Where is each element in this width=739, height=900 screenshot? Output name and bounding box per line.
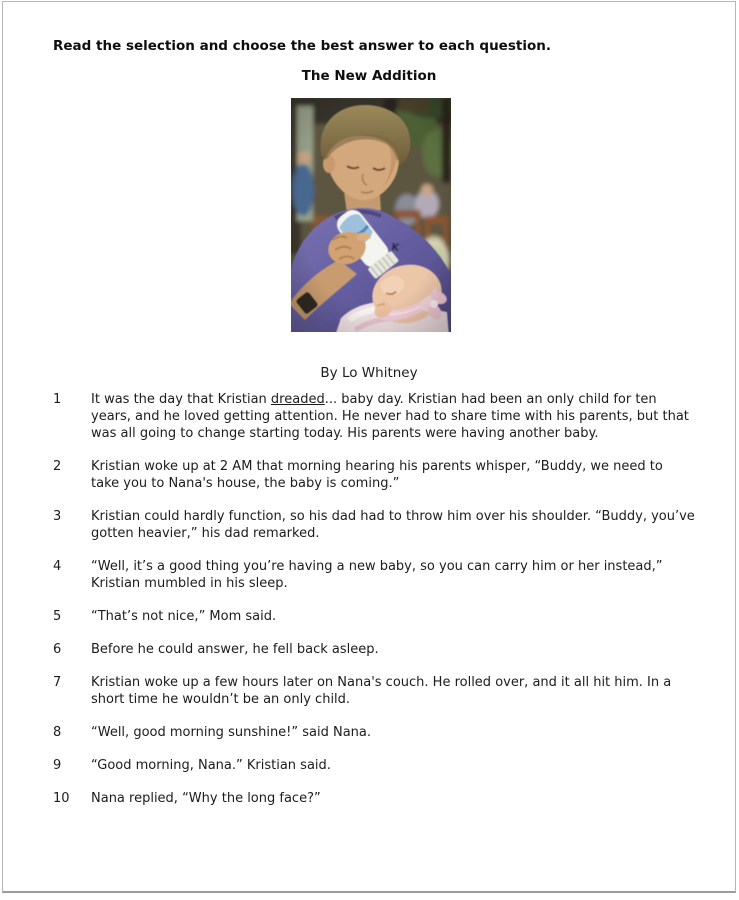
paragraph-text — [91, 391, 695, 442]
story-passage — [53, 391, 695, 823]
paragraph-text: “Well, good morning sunshine!” said Nana. — [91, 725, 372, 740]
paragraph-text: Nana replied, “Why the long face?” — [91, 791, 321, 806]
paragraph-number: 7 — [53, 675, 62, 690]
story-paragraph — [53, 608, 695, 625]
paragraph-number: 5 — [53, 609, 62, 624]
paragraph-text: “Good morning, Nana.” Kristian said. — [91, 758, 331, 773]
paragraph-text-pre: It was the day that Kristian — [91, 392, 271, 407]
story-paragraph — [53, 790, 695, 807]
paragraph-text: “That’s not nice,” Mom said. — [91, 609, 277, 624]
instruction-text: Read the selection and choose the best answer to each question. — [53, 38, 551, 54]
paragraph-text: Kristian could hardly function, so his dad had to throw him over his shoulder. “Buddy, you’ve gotten heavier,” his dad remarked. — [91, 509, 695, 541]
paragraph-number: 2 — [53, 459, 62, 474]
page-title: The New Addition — [301, 68, 437, 84]
paragraph-text: Before he could answer, he fell back asleep. — [91, 642, 379, 657]
paragraph-text: “Well, it’s a good thing you’re having a new baby, so you can carry him or her instead,” Kristian mumbled in his sleep. — [91, 559, 663, 591]
document-page — [2, 1, 736, 893]
paragraph-number: 3 — [53, 509, 62, 524]
story-paragraph — [53, 674, 695, 708]
story-paragraph — [53, 391, 695, 442]
photo-illustration — [291, 98, 451, 332]
story-paragraph — [53, 757, 695, 774]
paragraph-text: Kristian woke up at 2 AM that morning hearing his parents whisper, “Buddy, we need to take you to Nana's house, the baby is coming.” — [91, 459, 663, 491]
story-paragraph — [53, 508, 695, 542]
paragraph-number: 10 — [53, 791, 70, 806]
story-paragraph — [53, 458, 695, 492]
paragraph-number: 1 — [53, 392, 62, 407]
underlined-vocabulary-word: dreaded — [270, 392, 325, 407]
paragraph-number: 4 — [53, 559, 62, 574]
boy-feeding-baby-photo — [291, 98, 451, 332]
paragraph-number: 8 — [53, 725, 62, 740]
paragraph-number: 9 — [53, 758, 62, 773]
byline: By Lo Whitney — [320, 365, 418, 381]
paragraph-text-post: ... baby day. Kristian had been an only child for ten years, and he loved getting attention. He never had to share time with his parents, but that was all going to change starting today. His parents were having another baby. — [91, 392, 689, 441]
paragraph-number: 6 — [53, 642, 62, 657]
story-paragraph — [53, 641, 695, 658]
paragraph-text: Kristian woke up a few hours later on Nana's couch. He rolled over, and it all hit him. In a short time he wouldn’t be an only child. — [91, 675, 672, 707]
story-paragraph — [53, 558, 695, 592]
story-paragraph — [53, 724, 695, 741]
